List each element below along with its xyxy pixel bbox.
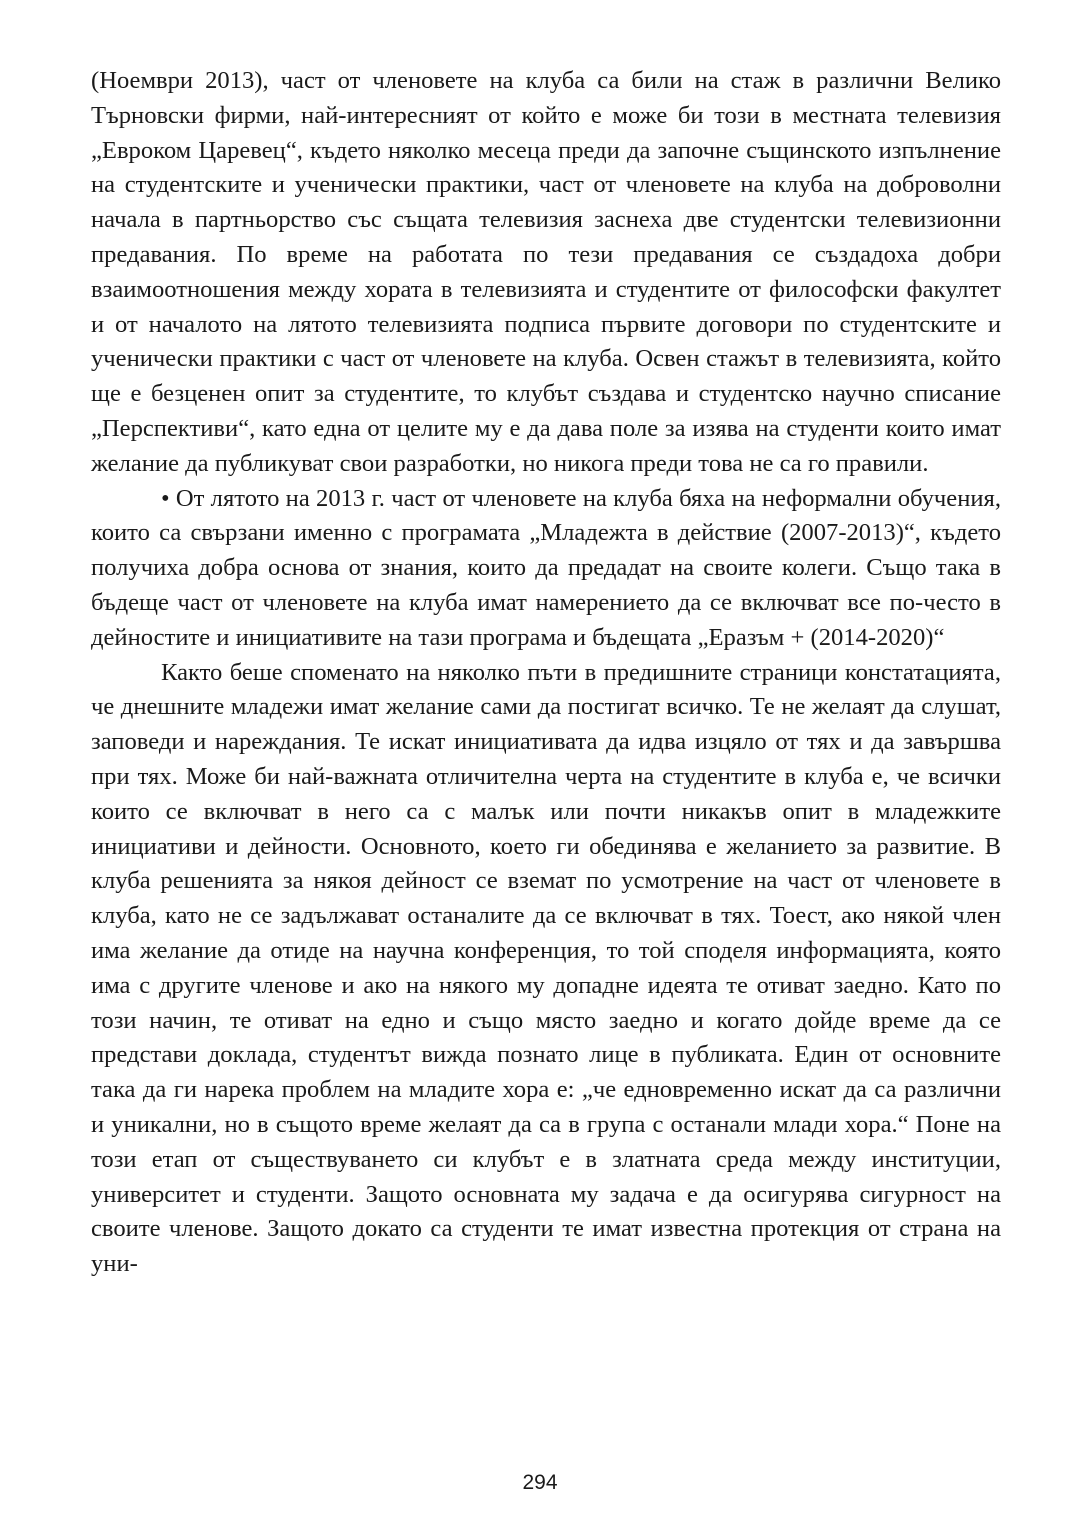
paragraph-main: Както беше споменато на няколко пъти в предишните страници констатацията, че днешните младежи имат желание сами да постигат всичко. Те не желаят да слушат, заповеди и нареждания. Те искат инициативата да идва изцяло от тях и да завършва при тях. Може би най-важната отличителна черта на студентите в клуба е, че всички които се включват в него са с малък или почти никакъв опит в младежките инициативи и дейности. Основното, което ги обединява е желанието за развитие. В клуба решенията за някоя дейност се вземат по усмотрение на част от членовете в клуба, като не се задължават останалите да се включват в тях. Тоест, ако някой член има желание да отиде на научна конференция, то той споделя информацията, която има с другите членове и ако на някого му допадне идеята те отиват заедно. Като по този начин, те отиват на едно и също място заедно и когато дойде време да се представи доклада, студентът вижда познато лице в публиката. Един от основните така да ги нарека проблем на младите хора е: „че едновременно искат да са различни и уникални, но в същото време желаят да са в група с останали млади хора.“ Поне на този етап от съществуването си клубът е в златната среда между институции, университет и студенти. Защото основната му задача е да осигурява сигурност на своите членове. Защото докато са студенти те имат известна протекция от страна на уни- <box>91 658 1001 1278</box>
page-number: 294 <box>522 1471 558 1494</box>
page-body <box>91 64 1001 1282</box>
paragraph-continuation: (Ноември 2013), част от членовете на клуба са били на стаж в различни Велико Търновски фирми, най-интересният от който е може би този в местната телевизия „Евроком Царевец“, където няколко месеца преди да започне същинското изпълнение на студентските и ученически практики, част от членовете на клуба на доброволни начала в партньорство със същата телевизия заснеха две студентски телевизионни предавания. По време на работата по тези предавания се създадоха добри взаимоотношения между хората в телевизията и студентите от философски факултет и от началото на лятото телевизията подписа първите договори по студентските и ученически практики с част от членовете на клуба. Освен стажът в телевизията, който ще е безценен опит за студентите, то клубът създава и студентско научно списание „Перспективи“, като една от целите му е да дава поле за изява на студенти които имат желание да публикуват свои разработки, но никога преди това не са го правили. <box>91 67 1001 477</box>
paragraph-bullet: • От лятото на 2013 г. част от членовете на клуба бяха на неформални обучения, които са свързани именно с програмата „Младежта в действие (2007-2013)“, където получиха добра основа от знания, които да предадат на своите колеги. Също така в бъдеще част от членовете на клуба имат намерението да се включват все по-често в дейностите и инициативите на тази програма и бъдещата „Еразъм + (2014-2020)“ <box>91 484 1001 651</box>
